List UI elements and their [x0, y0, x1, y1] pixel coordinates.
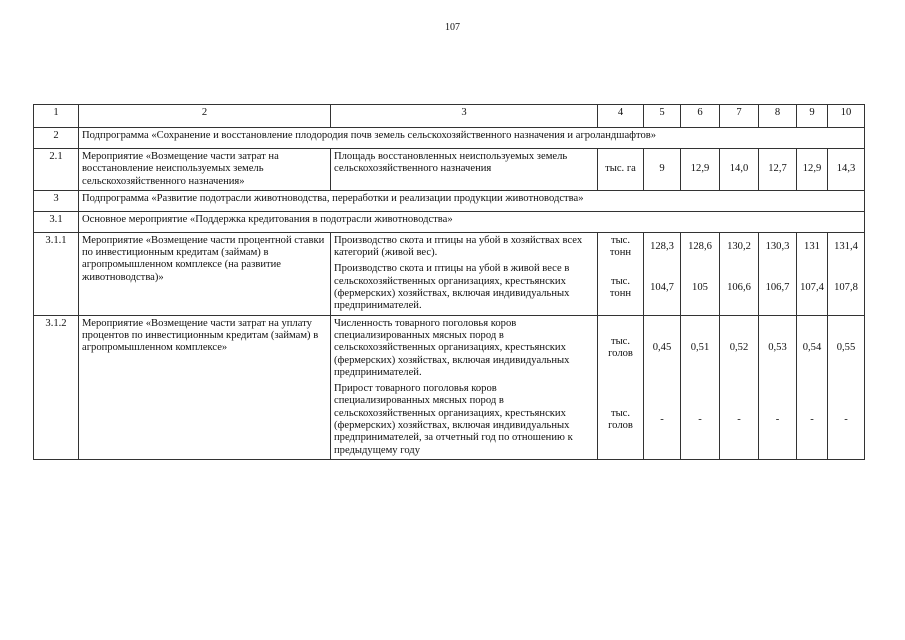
unit-cell: тыс. га	[598, 149, 644, 191]
row-number: 2.1	[34, 149, 79, 191]
row-number: 3	[34, 190, 79, 211]
value-cell: 0,51	[681, 315, 720, 381]
value-cell: 130,2	[720, 232, 759, 261]
indicators-table	[33, 104, 865, 460]
unit-cell: тыс. тонн	[598, 261, 644, 315]
header-cell: 10	[828, 105, 865, 128]
value-cell: 107,4	[797, 261, 828, 315]
table-row	[34, 149, 865, 191]
subprogram-row	[34, 128, 865, 149]
subprogram-title: Подпрограмма «Развитие подотрасли животноводства, переработки и реализации продукции животноводства»	[79, 190, 865, 211]
row-number: 3.1	[34, 211, 79, 232]
indicator-text: Производство скота и птицы на убой в живой весе в сельскохозяйственных организациях, крестьянских (фермерских) хозяйствах, включая индивидуальных предпринимателей.	[331, 261, 598, 315]
header-cell: 4	[598, 105, 644, 128]
value-cell: -	[828, 381, 865, 459]
unit-cell: тыс. тонн	[598, 232, 644, 261]
value-cell: 106,6	[720, 261, 759, 315]
header-cell: 6	[681, 105, 720, 128]
event-text: Мероприятие «Возмещение части затрат на восстановление неиспользуемых земель сельскохозяйственного назначения»	[79, 149, 331, 191]
value-cell: -	[681, 381, 720, 459]
event-text: Мероприятие «Возмещение части процентной ставки по инвестиционным кредитам (займам) в агропромышленном комплексе (на развитие животноводства)»	[79, 232, 331, 315]
value-cell: -	[720, 381, 759, 459]
value-cell: 14,3	[828, 149, 865, 191]
value-cell: 131,4	[828, 232, 865, 261]
indicator-text: Численность товарного поголовья коров специализированных мясных пород в сельскохозяйственных организациях, крестьянских (фермерских) хозяйствах, включая индивидуальных предпринимателей.	[331, 315, 598, 381]
header-cell: 2	[79, 105, 331, 128]
value-cell: 0,54	[797, 315, 828, 381]
value-cell: 0,53	[759, 315, 797, 381]
header-cell: 3	[331, 105, 598, 128]
value-cell: 0,45	[644, 315, 681, 381]
unit-cell: тыс. голов	[598, 315, 644, 381]
subprogram-title: Подпрограмма «Сохранение и восстановление плодородия почв земель сельскохозяйственного назначения и агроландшафтов»	[79, 128, 865, 149]
value-cell: 0,52	[720, 315, 759, 381]
value-cell: 12,9	[797, 149, 828, 191]
row-number: 3.1.1	[34, 232, 79, 315]
indicator-text: Производство скота и птицы на убой в хозяйствах всех категорий (живой вес).	[331, 232, 598, 261]
value-cell: -	[797, 381, 828, 459]
unit-cell: тыс. голов	[598, 381, 644, 459]
header-cell: 9	[797, 105, 828, 128]
value-cell: 12,9	[681, 149, 720, 191]
value-cell: 0,55	[828, 315, 865, 381]
indicator-text: Прирост товарного поголовья коров специализированных мясных пород в сельскохозяйственных организациях, крестьянских (фермерских) хозяйствах, включая индивидуальных предпринимателей, за отчетный год по отношению к предыдущему году	[331, 381, 598, 459]
header-row	[34, 105, 865, 128]
value-cell: 131	[797, 232, 828, 261]
header-cell: 8	[759, 105, 797, 128]
event-text: Мероприятие «Возмещение части затрат на уплату процентов по инвестиционным кредитам (займам) в агропромышленном комплексе»	[79, 315, 331, 459]
value-cell: -	[759, 381, 797, 459]
header-cell: 1	[34, 105, 79, 128]
table-row	[34, 315, 865, 381]
value-cell: 128,3	[644, 232, 681, 261]
row-number: 3.1.2	[34, 315, 79, 459]
table-row	[34, 232, 865, 261]
value-cell: 130,3	[759, 232, 797, 261]
value-cell: 106,7	[759, 261, 797, 315]
value-cell: 128,6	[681, 232, 720, 261]
header-cell: 7	[720, 105, 759, 128]
indicator-text: Площадь восстановленных неиспользуемых земель сельскохозяйственного назначения	[331, 149, 598, 191]
page-number: 107	[445, 22, 460, 33]
value-cell: 12,7	[759, 149, 797, 191]
row-number: 2	[34, 128, 79, 149]
value-cell: -	[644, 381, 681, 459]
value-cell: 14,0	[720, 149, 759, 191]
value-cell: 105	[681, 261, 720, 315]
header-cell: 5	[644, 105, 681, 128]
main-event-title: Основное мероприятие «Поддержка кредитования в подотрасли животноводства»	[79, 211, 865, 232]
subprogram-row	[34, 190, 865, 211]
main-event-row	[34, 211, 865, 232]
value-cell: 9	[644, 149, 681, 191]
value-cell: 104,7	[644, 261, 681, 315]
value-cell: 107,8	[828, 261, 865, 315]
